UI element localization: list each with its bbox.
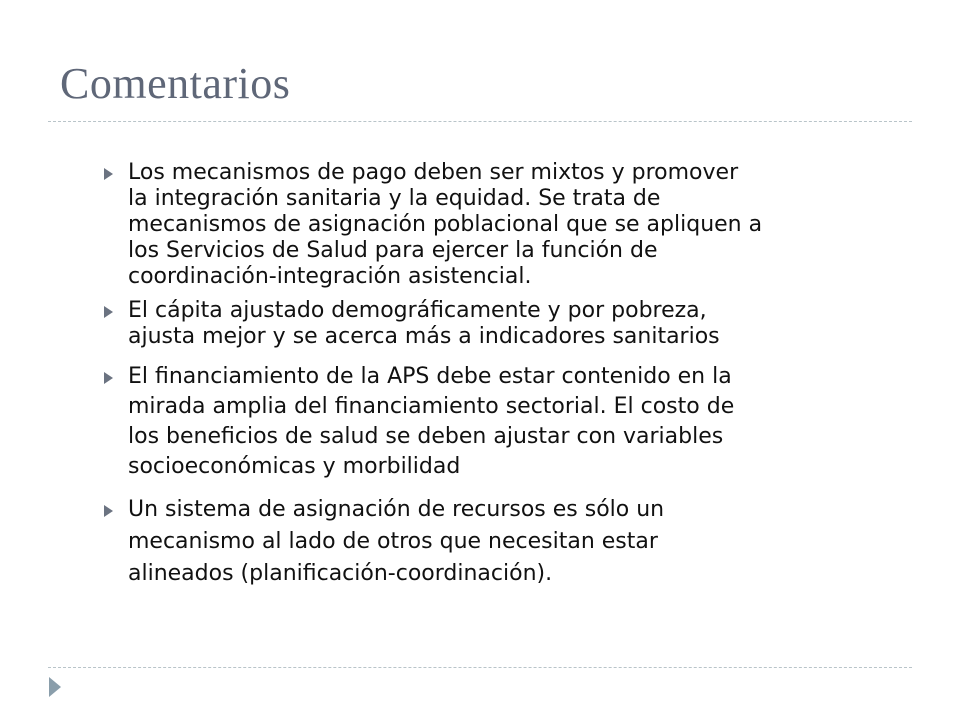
- bullet-item: [99, 298, 859, 350]
- bullet-item: [99, 494, 859, 590]
- triangle-right-icon: [104, 168, 113, 180]
- bullet-text: El cápita ajustado demográficamente y por pobreza, ajusta mejor y se acerca más a indicadores sanitarios: [128, 298, 720, 349]
- triangle-right-icon: [104, 306, 113, 318]
- bullet-text: El financiamiento de la APS debe estar contenido en la mirada amplia del financiamiento sectorial. El costo de los beneficios de salud se deben ajustar con variables socioeconómicas y morbilidad: [128, 364, 735, 479]
- bullet-item: [99, 362, 859, 482]
- bullet-text: Los mecanismos de pago deben ser mixtos y promover la integración sanitaria y la equidad. Se trata de mecanismos de asignación poblacional que se apliquen a los Servicios de Salud para ejercer la función de coordinación-integración asistencial.: [128, 160, 763, 289]
- bullet-list: [99, 160, 859, 590]
- bullet-text: Un sistema de asignación de recursos es sólo un mecanismo al lado de otros que necesitan estar alineados (planificación-coordinación).: [128, 497, 665, 586]
- triangle-right-icon: [104, 372, 113, 384]
- slide-title: Comentarios: [60, 59, 291, 108]
- title-divider: [48, 121, 912, 122]
- triangle-right-icon: [104, 505, 113, 517]
- footer-divider: [48, 667, 912, 668]
- slide-marker-icon: [49, 677, 61, 697]
- bullet-item: [99, 160, 859, 290]
